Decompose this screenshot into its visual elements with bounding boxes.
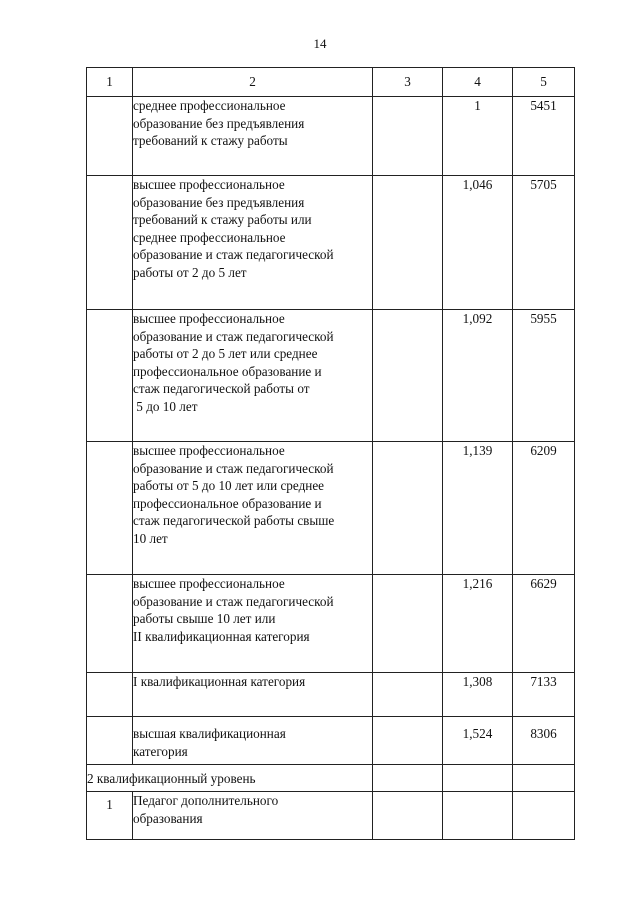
coefficient-cell [443, 765, 513, 792]
coefficient-cell: 1 [443, 97, 513, 176]
column-header-2: 2 [133, 68, 373, 97]
row-number-cell [87, 97, 133, 176]
table-row [87, 717, 575, 765]
qualification-text-line: образование и стаж педагогической [133, 460, 334, 476]
qualification-text-line: высшее профессиональное [133, 177, 285, 192]
qualification-cell [133, 310, 373, 442]
qualification-text-line: профессиональное образование и [133, 495, 322, 511]
salary-cell: 7133 [513, 673, 575, 717]
column-header-1: 1 [87, 68, 133, 97]
qualification-text-line: профессиональное образование и [133, 363, 322, 379]
table-row [87, 310, 575, 442]
qualification-text-line: Педагог дополнительного [133, 793, 279, 808]
qualification-cell [133, 176, 373, 310]
coefficient-cell [443, 792, 513, 840]
section-row [87, 765, 575, 792]
column-3-cell [373, 673, 443, 717]
qualification-text-line: категория [133, 743, 188, 759]
salary-cell: 6209 [513, 442, 575, 575]
qualification-cell [133, 97, 373, 176]
qualification-text-line: образование без предъявления [133, 194, 305, 210]
row-number-cell [87, 442, 133, 575]
salary-cell: 5451 [513, 97, 575, 176]
qualification-text-line: работы от 2 до 5 лет [133, 264, 247, 280]
table-row [87, 792, 575, 840]
qualification-text-line: образование и стаж педагогической [133, 328, 334, 344]
table-row [87, 673, 575, 717]
column-header-4: 4 [443, 68, 513, 97]
column-header-3: 3 [373, 68, 443, 97]
qualification-text-line: работы свыше 10 лет или [133, 611, 276, 626]
salary-cell: 5705 [513, 176, 575, 310]
column-header-5: 5 [513, 68, 575, 97]
salary-cell [513, 792, 575, 840]
salary-cell: 5955 [513, 310, 575, 442]
row-number-cell [87, 310, 133, 442]
qualification-cell [133, 442, 373, 575]
column-3-cell [373, 575, 443, 673]
coefficient-cell: 1,216 [443, 575, 513, 673]
qualification-cell [133, 717, 373, 765]
qualification-text-line: высшая квалификационная [133, 726, 286, 741]
row-number-cell [87, 717, 133, 765]
table-row [87, 442, 575, 575]
qualification-text-line: высшее профессиональное [133, 576, 285, 591]
column-3-cell [373, 310, 443, 442]
qualification-text-line: образование без предъявления [133, 115, 305, 131]
qualification-cell [133, 792, 373, 840]
row-number-cell [87, 176, 133, 310]
column-3-cell [373, 717, 443, 765]
qualification-text-line: требований к стажу работы или [133, 212, 312, 227]
section-label: 2 квалификационный уровень [87, 765, 373, 792]
qualification-text-line: образование и стаж педагогической [133, 593, 334, 609]
row-number-cell: 1 [87, 792, 133, 840]
column-3-cell [373, 792, 443, 840]
qualification-cell [133, 575, 373, 673]
qualification-text-line: высшее профессиональное [133, 311, 285, 326]
column-3-cell [373, 765, 443, 792]
qualification-text-line: работы от 5 до 10 лет или среднее [133, 478, 325, 493]
column-3-cell [373, 176, 443, 310]
qualification-text-line: I квалификационная категория [133, 674, 306, 689]
coefficient-cell: 1,139 [443, 442, 513, 575]
table-row [87, 97, 575, 176]
salary-cell [513, 765, 575, 792]
qualification-text-line: высшее профессиональное [133, 443, 285, 458]
row-number-cell [87, 673, 133, 717]
table-header-row [87, 68, 575, 97]
page-number: 14 [313, 36, 327, 51]
qualification-text-line: среднее профессиональное [133, 229, 286, 245]
qualification-text-line: 10 лет [133, 530, 168, 546]
qualification-text-line: образование и стаж педагогической [133, 247, 334, 262]
qualification-text-line: 5 до 10 лет [133, 398, 198, 414]
coefficient-cell: 1,308 [443, 673, 513, 717]
row-number-cell [87, 575, 133, 673]
salary-cell: 6629 [513, 575, 575, 673]
column-3-cell [373, 442, 443, 575]
qualification-cell [133, 673, 373, 717]
table-row [87, 575, 575, 673]
qualification-text-line: среднее профессиональное [133, 98, 286, 113]
qualification-text-line: требований к стажу работы [133, 133, 288, 148]
salary-table [86, 67, 575, 840]
column-3-cell [373, 97, 443, 176]
qualification-text-line: стаж педагогической работы свыше [133, 513, 335, 528]
coefficient-cell: 1,046 [443, 176, 513, 310]
qualification-text-line: образования [133, 810, 203, 826]
coefficient-cell: 1,092 [443, 310, 513, 442]
qualification-text-line: стаж педагогической работы от [133, 381, 310, 396]
coefficient-cell: 1,524 [443, 717, 513, 765]
salary-cell: 8306 [513, 717, 575, 765]
qualification-text-line: работы от 2 до 5 лет или среднее [133, 346, 318, 361]
qualification-text-line: II квалификационная категория [133, 628, 310, 644]
table-row [87, 176, 575, 310]
